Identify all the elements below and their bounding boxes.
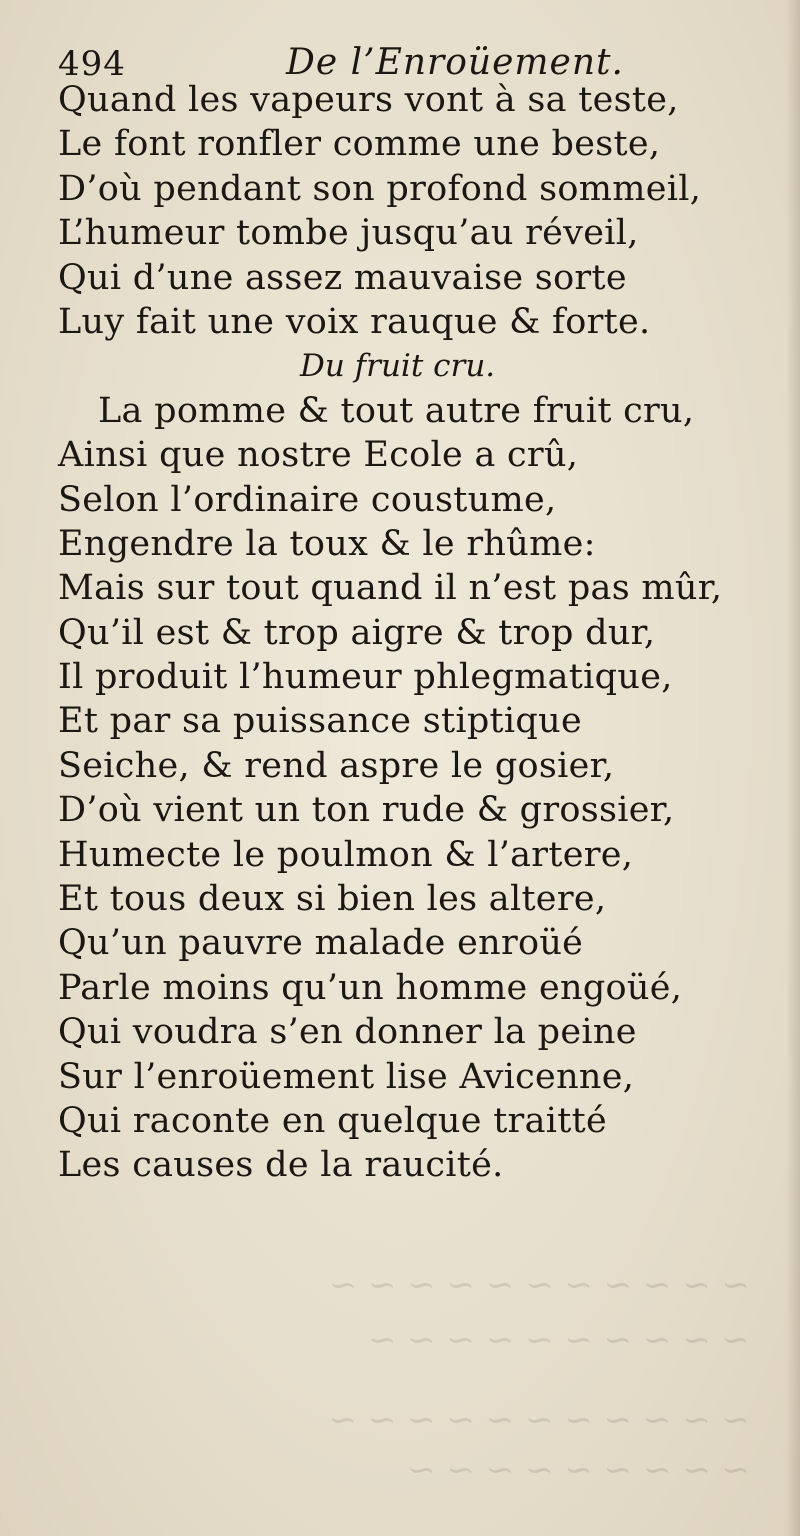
verse-line: Les causes de la raucité. bbox=[58, 1145, 504, 1186]
verse-line: Qui raconte en quelque traitté bbox=[58, 1100, 607, 1141]
page-number: 494 bbox=[58, 44, 126, 84]
verse-line: Et tous deux si bien les altere, bbox=[58, 879, 607, 920]
verse-line: Engendre la toux & le rhûme: bbox=[58, 523, 596, 564]
page-edge-shadow bbox=[786, 0, 800, 1536]
verse-line: Mais sur tout quand il n’est pas mûr, bbox=[58, 568, 723, 609]
bleed-through-text: ~ ~ ~ ~ ~ ~ ~ ~ ~ ~ bbox=[367, 1320, 750, 1360]
verse-line: Qui d’une assez mauvaise sorte bbox=[58, 257, 627, 298]
verse-line: Luy fait une voix rauque & forte. bbox=[58, 301, 651, 342]
verse-line: Qu’un pauvre malade enroüé bbox=[58, 923, 584, 964]
verse-line: Qu’il est & trop aigre & trop dur, bbox=[58, 612, 656, 653]
verse-line: Quand les vapeurs vont à sa teste, bbox=[58, 80, 679, 120]
verse-line: Selon l’ordinaire coustume, bbox=[58, 479, 557, 520]
bleed-through-text: ~ ~ ~ ~ ~ ~ ~ ~ ~ ~ ~ bbox=[328, 1265, 750, 1305]
section-heading: Du fruit cru. bbox=[300, 348, 496, 385]
verse-line: Il produit l’humeur phlegmatique, bbox=[58, 657, 673, 698]
verse-line: Parle moins qu’un homme engoüé, bbox=[58, 967, 683, 1008]
bleed-through-text: ~ ~ ~ ~ ~ ~ ~ ~ ~ ~ ~ bbox=[328, 1400, 750, 1440]
verse-line: Le font ronfler comme une beste, bbox=[58, 124, 661, 165]
poem-text bbox=[58, 78, 778, 1188]
running-title: De l’Enroüement. bbox=[286, 42, 624, 83]
verse-line: Seiche, & rend aspre le gosier, bbox=[58, 745, 615, 786]
verse-line: Ainsi que nostre Ecole a crû, bbox=[58, 435, 579, 476]
bleed-through-text: ~ ~ ~ ~ ~ ~ ~ ~ ~ bbox=[407, 1450, 750, 1490]
verse-line: Humecte le poulmon & l’artere, bbox=[58, 834, 634, 875]
verse-line: D’où pendant son profond sommeil, bbox=[58, 168, 702, 209]
verse-line: Sur l’enroüement lise Avicenne, bbox=[58, 1056, 635, 1097]
verse-line: Et par sa puissance stiptique bbox=[58, 701, 582, 742]
verse-line: Qui voudra s’en donner la peine bbox=[58, 1012, 637, 1053]
verse-line: La pomme & tout autre fruit cru, bbox=[98, 390, 695, 431]
verse-line: D’où vient un ton rude & grossier, bbox=[58, 790, 675, 831]
verse-line: L’humeur tombe jusqu’au réveil, bbox=[58, 213, 639, 254]
